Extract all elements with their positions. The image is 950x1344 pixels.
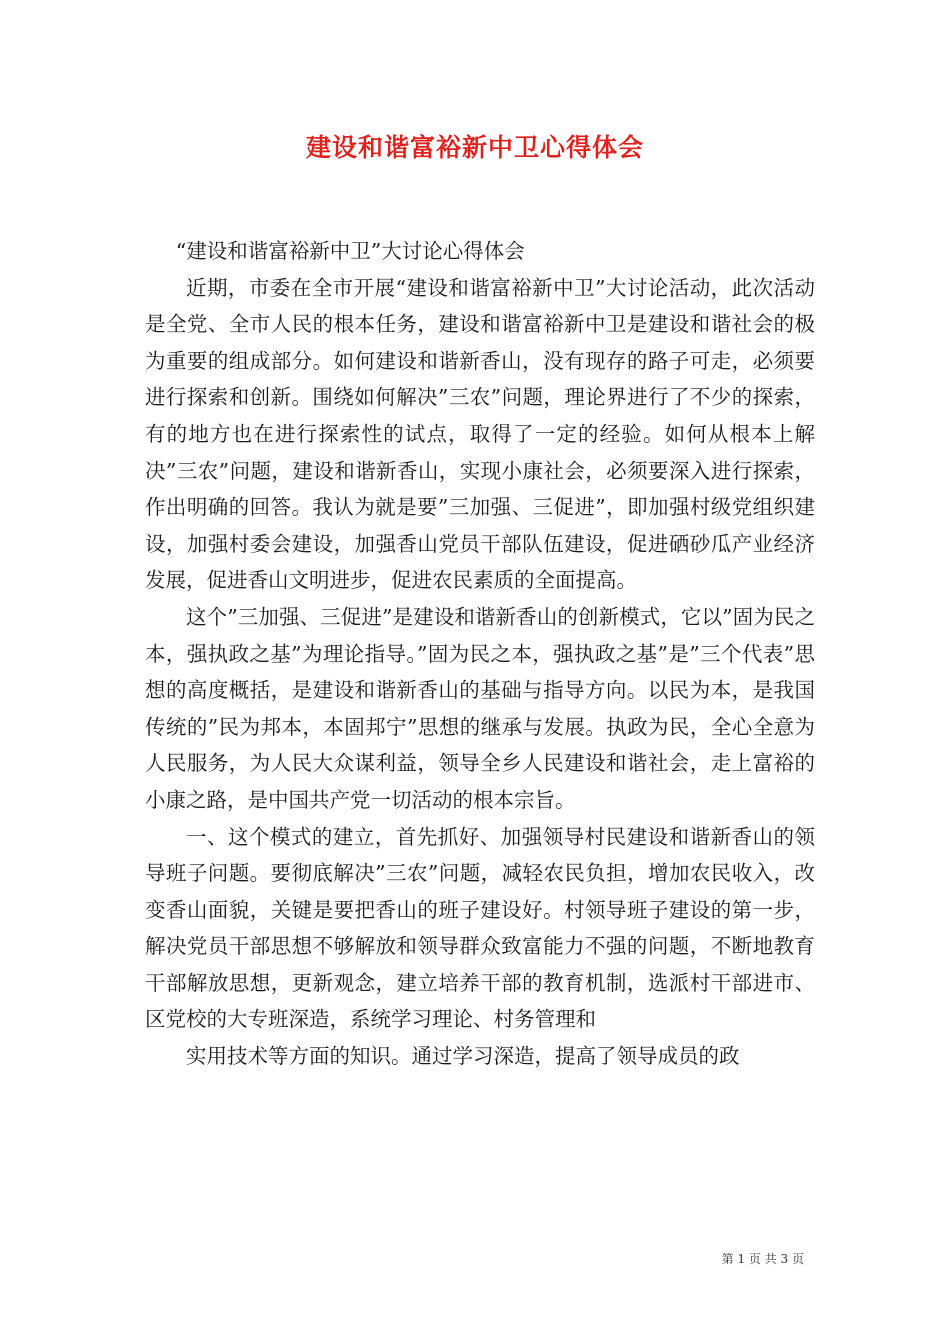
paragraph: 这个”三加强、三促进”是建设和谐新香山的创新模式，它以”固为民之本，强执政之基”为理论指导。”固为民之本，强执政之基”是”三个代表”思想的高度概括，是建设和谐新香山的基础与指导方向。以民为本，是我国传统的”民为邦本，本固邦宁”思想的继承与发展。执政为民，全心全意为人民服务，为人民大众谋利益，领导全乡人民建设和谐社会，走上富裕的小康之路，是中国共产党一切活动的根本宗旨。 xyxy=(145,604,815,812)
document-title: 建设和谐富裕新中卫心得体会 xyxy=(305,133,644,162)
document-body xyxy=(145,233,815,1075)
paragraph: 实用技术等方面的知识。通过学习深造，提高了领导成员的政 xyxy=(186,1044,740,1069)
page-number-footer: 第 1 页 共 3 页 xyxy=(721,1252,804,1266)
paragraph-subheading: “建设和谐富裕新中卫”大讨论心得体会 xyxy=(175,239,525,263)
paragraph: 一、这个模式的建立，首先抓好、加强领导村民建设和谐新香山的领导班子问题。要彻底解决”三农”问题，减轻农民负担，增加农民收入，改变香山面貌，关键是要把香山的班子建设好。村领导班子建设的第一步，解决党员干部思想不够解放和领导群众致富能力不强的问题，不断地教育干部解放思想，更新观念，建立培养干部的教育机制，选派村干部进市、区党校的大专班深造，系统学习理论、村务管理和 xyxy=(145,824,815,1032)
paragraph: 近期，市委在全市开展“建设和谐富裕新中卫”大讨论活动，此次活动是全党、全市人民的根本任务，建设和谐富裕新中卫是建设和谐社会的极为重要的组成部分。如何建设和谐新香山，没有现存的路子可走，必须要进行探索和创新。围绕如何解决”三农”问题，理论界进行了不少的探索，有的地方也在进行探索性的试点，取得了一定的经验。如何从根本上解决”三农”问题，建设和谐新香山，实现小康社会，必须要深入进行探索，作出明确的回答。我认为就是要”三加强、三促进”，即加强村级党组织建设，加强村委会建设，加强香山党员干部队伍建设，促进硒砂瓜产业经济发展，促进香山文明进步，促进农民素质的全面提高。 xyxy=(145,275,815,593)
